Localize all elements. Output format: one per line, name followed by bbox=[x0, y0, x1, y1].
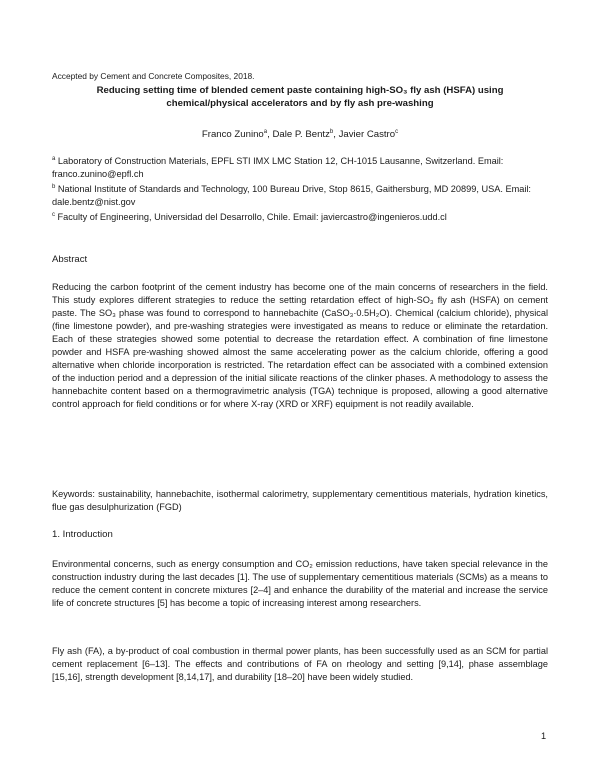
acceptance-note: Accepted by Cement and Concrete Composites, 2018. bbox=[52, 71, 255, 81]
title-line-1: Reducing setting time of blended cement paste containing high-SO₃ fly ash (HSFA) using bbox=[96, 85, 504, 96]
affiliations bbox=[52, 153, 552, 224]
keywords: Keywords: sustainability, hannebachite, isothermal calorimetry, supplementary cementitious materials, hydration kinetics, flue gas desulphurization (FGD) bbox=[52, 489, 548, 512]
affiliation: $^c$ Faculty of Engineering, Universidad del Desarrollo, Chile. Email: javiercastro@ingenieros.udd.cl bbox=[52, 212, 447, 223]
page-number: 1 bbox=[541, 731, 547, 741]
author-list bbox=[0, 129, 600, 140]
title-line-2: chemical/physical accelerators and by fly ash pre-washing bbox=[166, 98, 434, 109]
abstract-heading: Abstract bbox=[52, 254, 88, 265]
author: Javier Castro$^c$ bbox=[338, 129, 399, 141]
introduction-paragraph: Environmental concerns, such as energy consumption and CO₂ emission reductions, have taken special relevance in the construction industry during the last decades [1]. The use of supplementary cementitious materials (SCMs) as a means to reduce the cement content in concrete mixtures [2–4] and enhance the durability of the material and increase the service life of concrete structures [5] has become a topic of increasing interest among researchers. bbox=[52, 559, 548, 608]
introduction-paragraph: Fly ash (FA), a by-product of coal combustion in thermal power plants, has been successfully used as an SCM for partial cement replacement [6–13]. The effects and contributions of FA on rheology and setting [9,14], phase assemblage [15,16], strength development [8,14,17], and durability [18–20] have been widely studied. bbox=[52, 646, 548, 682]
introduction-heading: 1. Introduction bbox=[52, 529, 113, 540]
affiliation: $^a$ Laboratory of Construction Materials, EPFL STI IMX LMC Station 12, CH-1015 Lausanne, Switzerland. Email: franco.zunino@epfl.ch bbox=[52, 156, 504, 180]
affiliation: $^b$ National Institute of Standards and Technology, 100 Bureau Drive, Stop 8615, Gaithersburg, MD 20899, USA. Email: dale.bentz@nist.gov bbox=[52, 184, 531, 208]
paper-title bbox=[60, 84, 540, 110]
abstract-text: Reducing the carbon footprint of the cement industry has become one of the main concerns of researchers in the field. This study explores different strategies to reduce the setting retardation effect of high-SO₃ fly ash (HSFA) on cement paste. The SO₃ phase was found to correspond to hannebachite (CaSO₃·0.5H₂O). Chemical (calcium chloride), physical (fine limestone powder), and pre-washing strategies were investigated as means to reduce or eliminate the retardation. Each of these strategies showed some potential to decrease the retardation effect. A combination of fine limestone powder and HSFA pre-washing showed almost the same accelerating power as the calcium chloride, offering a good alternative when chloride incorporation is restricted. The retardation effect can be associated with a combined extension of the induction period and a depression of the initial silicate reactions of the clinker phases. A methodology to assess the hannebachite content based on a thermogravimetric analysis (TGA) technique is proposed, allowing a good alternative control approach for field conditions or for where X-ray (XRD or XRF) equipment is not readily available. bbox=[52, 282, 548, 409]
author: Dale P. Bentz$^b$, bbox=[272, 129, 339, 141]
author: Franco Zunino$^a$, bbox=[201, 129, 273, 141]
